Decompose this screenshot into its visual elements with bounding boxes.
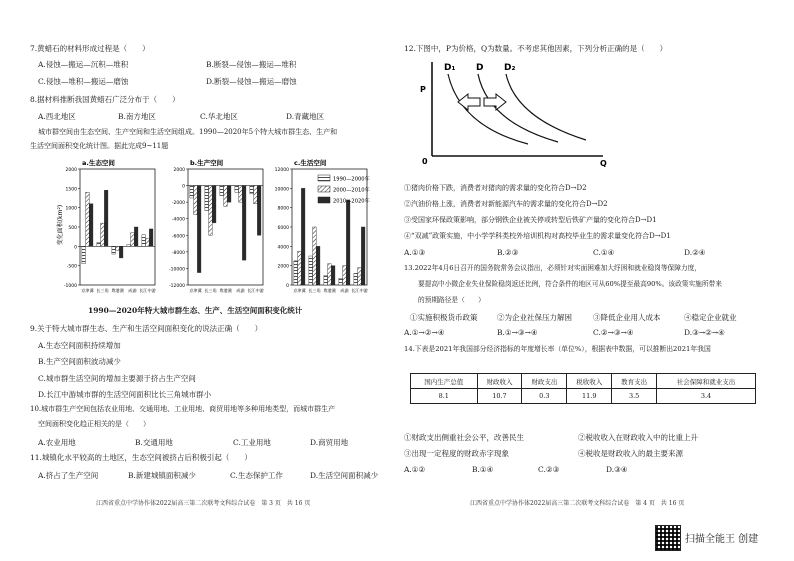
y-tick-label: -1000 (63, 284, 77, 289)
table-cell: 0.3 (522, 389, 567, 404)
q14-option-d: D.③④ (606, 465, 628, 474)
y-tick-label: -6000 (171, 234, 185, 240)
y-tick-label: 8000 (277, 206, 289, 212)
bar (298, 251, 302, 285)
qr-code-icon (655, 525, 681, 551)
bar (324, 275, 328, 285)
y-tick-label: -10000 (169, 267, 185, 273)
curve-d (478, 74, 558, 142)
q13-option-a: A.①→②→④ (404, 328, 445, 337)
curve-d1 (448, 74, 528, 144)
bar (361, 227, 365, 285)
q10-option-a: A.农业用地 (38, 438, 76, 447)
q14-statement-1: ①财政支出侧重社会公平，改善民生 (404, 433, 524, 442)
curve-d2 (506, 74, 586, 140)
x-tick-label: 长江中游 (139, 288, 156, 293)
x-tick-label: 成渝 (128, 288, 137, 293)
bar (190, 186, 194, 198)
bar (354, 273, 358, 285)
q13-option-c: C.②→③→④ (593, 328, 634, 337)
bar (134, 227, 138, 246)
legend-label: 2010—2020年 (333, 198, 370, 205)
q13-step-4: ④稳定企业就业 (684, 313, 737, 322)
x-tick-label: 成渝 (340, 288, 349, 293)
bar (358, 268, 362, 285)
q12-option-a: A.①③ (404, 248, 426, 257)
bar (212, 186, 216, 223)
q9-option-c: C.城市群生活空间的增加主要源于挤占生产空间 (38, 374, 196, 383)
chart-caption: 1990—2020年特大城市群生态、生产、生活空间面积变化统计 (88, 306, 303, 315)
x-tick-label: 长三角 (204, 288, 217, 293)
q14-statement-2: ②税收收入在财政收入中的比重上升 (578, 433, 698, 442)
table-cell: 11.9 (567, 389, 612, 404)
y-tick-label: 6000 (277, 226, 289, 231)
bar (224, 186, 228, 207)
quantity-axis-label: Q (600, 159, 607, 168)
chart-title: b.生产空间 (190, 159, 224, 167)
y-tick-label: 2000 (173, 168, 185, 173)
y-tick-label: 2000 (65, 168, 77, 173)
q13-option-b: B.①→③→④ (497, 328, 538, 337)
x-tick-label: 长江中游 (247, 288, 264, 293)
q12-option-d: D.②④ (684, 248, 706, 257)
table-header-cell: 社会保障和就业支出 (657, 374, 756, 389)
bar (112, 246, 116, 254)
q12-stem: 12.下图中，P为价格，Q为数量。不考虑其他因素，下列分析正确的是（ ） (404, 44, 668, 53)
legend-swatch (318, 175, 330, 181)
x-tick-label: 粤港澳 (219, 288, 232, 293)
y-tick-label: -8000 (171, 250, 185, 256)
q12-statement-4: ④“双减”政策实施，中小学学科类校外培训机构对高校毕业生的需求量变化符合D→D1 (404, 232, 671, 240)
q14-statement-4: ④税收是财政收入的最主要来源 (578, 449, 683, 458)
table-header-cell: 国内生产总值 (411, 374, 478, 389)
q9-option-b: B.生产空间面积波动减少 (38, 357, 121, 366)
y-tick-label: 1500 (65, 187, 77, 193)
bar (205, 186, 209, 211)
table-row (411, 389, 756, 404)
q10-stem-1: 10.城市群生产空间包括农业用地、交通用地、工业用地、商贸用地等多种用地类型，而城市群生产 (30, 405, 336, 413)
bar (197, 186, 201, 273)
table-header-row (411, 374, 756, 389)
right-footer: 江西省重点中学协作体2022届高三第二次联考文科综合试卷 第 4 页 共 16 页 (470, 500, 685, 507)
x-tick-label: 长江中游 (351, 288, 368, 293)
x-tick-label: 京津冀 (81, 288, 94, 293)
y-tick-label: 0 (182, 184, 185, 190)
q13-stem-3: 的预期路径是（ ） (418, 296, 485, 304)
q14-option-b: B.①④ (472, 465, 494, 474)
legend-swatch (318, 186, 330, 192)
bar (142, 235, 146, 247)
q9-option-a: A.生态空间面积持续增加 (38, 341, 121, 350)
y-tick-label: -2000 (171, 201, 185, 207)
q7-option-b: B.断裂—侵蚀—搬运—堆积 (206, 60, 297, 69)
q7-option-c: C.侵蚀—堆积—搬运—磨蚀 (38, 77, 129, 86)
bar (301, 188, 305, 285)
bar (82, 246, 86, 263)
table-cell: 10.7 (477, 389, 522, 404)
q11-option-d: D.生活空间面积减少 (310, 471, 379, 480)
q8-stem: 8.据材料推断我国黄蜡石广泛分布于（ ） (30, 95, 180, 104)
intro-line-1: 城市群空间由生态空间、生产空间和生活空间组成。1990—2020年5个特大城市群生态、生产和 (38, 128, 338, 136)
bar (119, 246, 123, 258)
demand-curve-graph (418, 56, 618, 168)
curve-d2-label: D₂ (504, 63, 516, 73)
q10-option-b: B.交通用地 (135, 438, 173, 447)
y-tick-label: 0 (74, 245, 77, 251)
price-axis-label: P (420, 85, 426, 94)
bar (101, 223, 105, 246)
table-cell: 3.4 (657, 389, 756, 404)
table-cell: 8.1 (411, 389, 478, 404)
y-tick-label: 2000 (277, 264, 289, 270)
q11-option-a: A.挤占了生产空间 (38, 471, 99, 480)
q10-option-d: D.商贸用地 (310, 438, 349, 447)
y-tick-label: -4000 (171, 217, 185, 223)
left-footer: 江西省重点中学协作体2022届高三第二次联考文科综合试卷 第 3 页 共 16 页 (96, 500, 311, 507)
q9-stem: 9.关于特大城市群生态、生产和生活空间面积变化的说法正确（ ） (30, 324, 263, 333)
x-tick-label: 京津冀 (293, 288, 306, 293)
q13-stem-1: 13.2022年4月6日召开的国务院常务会议指出，必须针对实面困难加大纾困和就业稳岗等保障力度， (404, 264, 701, 272)
q13-step-3: ③降低企业用人成本 (593, 313, 661, 322)
y-tick-label: 12000 (274, 168, 289, 173)
y-tick-label: 4000 (277, 245, 289, 251)
y-axis-label: 变化面积(km²) (57, 204, 64, 246)
y-tick-label: -12000 (169, 284, 185, 289)
bar (220, 186, 224, 196)
bar (294, 261, 298, 285)
legend-swatch (318, 197, 330, 203)
curve-d1-label: D₁ (444, 63, 456, 73)
bar (104, 190, 108, 246)
q11-option-b: B.新建城镇面积减少 (128, 471, 196, 480)
chart-title: c.生活空间 (294, 159, 327, 167)
table-cell: 3.5 (612, 389, 657, 404)
bar (309, 256, 313, 285)
bar (343, 266, 347, 285)
bar (131, 233, 135, 247)
bar (194, 186, 198, 215)
bar (328, 264, 332, 285)
q7-option-d: D.断裂—侵蚀—搬运—磨蚀 (206, 77, 297, 86)
legend-label: 1990—2000年 (333, 176, 370, 183)
y-tick-label: 0 (286, 284, 289, 289)
bar (339, 278, 343, 285)
table-header-cell: 税收收入 (567, 374, 612, 389)
q13-step-1: ①实施积极货币政策 (410, 313, 478, 322)
q12-statement-1: ①猪肉价格下跌，消费者对猪肉的需求量的变化符合D→D2 (404, 184, 587, 192)
bar (346, 200, 350, 285)
bar (146, 239, 150, 247)
q12-statement-3: ③受国家环保政策影响，部分钢铁企业被关停或转型后铁矿产量的变化符合D→D1 (404, 216, 657, 224)
table-header-cell: 教育支出 (612, 374, 657, 389)
bar (209, 186, 213, 236)
bar (235, 186, 239, 193)
q13-option-d: D.③→②→④ (684, 328, 725, 337)
origin-label: 0 (422, 157, 428, 166)
table-header-cell: 财政支出 (522, 374, 567, 389)
legend-label: 2000—2010年 (333, 187, 370, 194)
q7-stem: 7.黄蜡石的材料形成过程是（ ） (30, 44, 150, 53)
y-tick-label: 1000 (65, 206, 77, 212)
q8-option-c: C.华北地区 (200, 112, 238, 121)
bar (97, 242, 101, 246)
scanner-watermark: 扫描全能王 创建 (685, 534, 759, 545)
q8-option-d: D.青藏地区 (286, 112, 325, 121)
q9-option-d: D.长江中游城市群的生活空间面积比长三角城市群小 (38, 390, 212, 399)
bar (86, 192, 90, 246)
q14-option-c: C.②③ (538, 465, 560, 474)
intro-line-2: 生活空间面积变化统计图。据此完成9~11题 (30, 142, 169, 150)
chart-title: a.生态空间 (82, 159, 115, 167)
bar (316, 246, 320, 285)
city-space-charts (56, 155, 386, 305)
x-tick-label: 长三角 (308, 288, 321, 293)
bar (242, 186, 246, 261)
y-tick-label: -500 (66, 264, 77, 270)
y-tick-label: 10000 (274, 187, 289, 193)
table-header-cell: 财政收入 (477, 374, 522, 389)
bar (313, 227, 317, 285)
q14-option-a: A.①② (404, 465, 426, 474)
bar (227, 186, 231, 203)
q14-stem: 14.下表是2021年我国部分经济指标的年度增长率（单位%），根据表中数据，可以推断出2021年我国 (404, 345, 711, 353)
x-tick-label: 京津冀 (189, 288, 202, 293)
q12-option-c: C.①④ (593, 248, 615, 257)
bar (116, 246, 120, 250)
x-tick-label: 粤港澳 (111, 288, 124, 293)
left-arrow-icon (458, 94, 480, 110)
bar (89, 204, 93, 247)
y-tick-label: 500 (68, 226, 77, 231)
q8-option-b: B.南方地区 (118, 112, 156, 121)
q12-statement-2: ②汽油价格上涨，消费者对新能源汽车的需求量的变化符合D→D2 (404, 200, 608, 208)
q11-stem: 11.城镇化水平较高的土地区，生态空间被挤占后积极引起（ ） (30, 453, 252, 462)
bar (149, 229, 153, 246)
curve-d-label: D (476, 63, 484, 73)
q12-option-b: B.②③ (497, 248, 519, 257)
bar (127, 244, 131, 246)
bar (257, 186, 261, 236)
bar (254, 186, 258, 204)
q14-statement-3: ③出现一定程度的财政赤字现象 (404, 449, 509, 458)
q11-option-c: C.生态保护工作 (230, 471, 283, 480)
q10-option-c: C.工业用地 (233, 438, 271, 447)
q7-option-a: A.侵蚀—搬运—沉积—堆积 (38, 60, 129, 69)
q8-option-a: A.西北地区 (38, 112, 76, 121)
x-tick-label: 长三角 (96, 288, 109, 293)
bar (331, 266, 335, 285)
bar (239, 186, 243, 203)
x-tick-label: 粤港澳 (323, 288, 336, 293)
bar (250, 186, 254, 194)
q13-step-2: ②为企业社保压力解困 (497, 313, 572, 322)
q10-stem-2: 空间面积变化趋正相关的是（ ） (38, 420, 150, 428)
q13-stem-2: 要提高中小微企业失业保险稳岗返还比例，符合条件的地区可从60%提至最高90%。该政策实施所带来 (418, 280, 722, 288)
q14-indicator-table (410, 373, 756, 404)
x-tick-label: 成渝 (236, 288, 245, 293)
